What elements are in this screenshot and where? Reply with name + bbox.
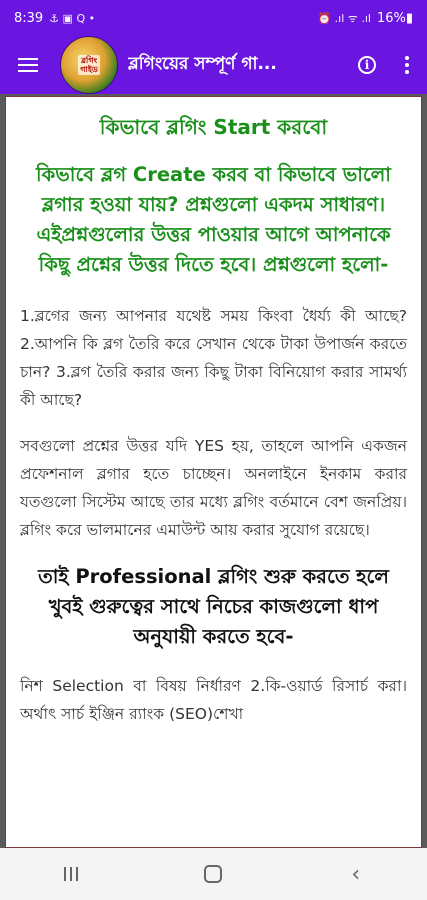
notification-icons: ⚓ ▣ Q • — [49, 11, 96, 25]
overflow-menu-button[interactable] — [387, 36, 427, 94]
article-content[interactable] — [5, 96, 422, 848]
logo-text: ব্লগিং গাইড — [80, 56, 98, 74]
section-subheading: তাই Professional ব্লগিং শুরু করতে হলে খুবই গুরুত্বের সাথে নিচের কাজগুলো ধাপ অনুযায়ী করতে হবে- — [38, 565, 389, 648]
status-time: 8:39 — [14, 10, 44, 26]
article-question: কিভাবে ব্লগ Create করব বা কিভাবে ভালো ব্লগার হওয়া যায়? প্রশ্নগুলো একদম সাধারণ। এইপ্রশ্নগুলোর উত্তর পাওয়ার আগে আপনাকে কিছু প্রশ্নের উত্তর দিতে হবে। প্রশ্নগুলো হলো- — [36, 163, 391, 276]
menu-button[interactable] — [0, 36, 56, 94]
paragraph-answer: সবগুলো প্রশ্নের উত্তর যদি YES হয়, তাহলে আপনি একজন প্রফেশনাল ব্লগার হতে চাচ্ছেন। অনলাইনে ইনকাম করার যতগুলো সিস্টেম আছে তার মধ্যে ব্লগিং বর্তমানে বেশ জনপ্রিয়। ব্লগিং করে ভালমানের এমাউন্ট আয় করার সুযোগ রয়েছে। — [20, 437, 407, 539]
home-button[interactable] — [183, 854, 243, 894]
article-title: কিভাবে ব্লগিং Start করবো — [99, 115, 328, 139]
app-bar — [0, 36, 427, 94]
info-button[interactable] — [347, 36, 387, 94]
info-icon: i — [358, 56, 376, 74]
back-button[interactable] — [326, 854, 386, 894]
back-icon: ‹ — [351, 861, 361, 887]
app-logo — [60, 36, 118, 94]
more-vert-icon — [405, 56, 409, 74]
status-bar — [0, 0, 427, 36]
app-title: ব্লগিংয়ের সম্পূর্ণ গা... — [128, 54, 277, 74]
hamburger-icon — [18, 58, 38, 72]
paragraph-steps: নিশ Selection বা বিষয় নির্ধারণ 2.কি-ওয়ার্ড রিসার্চ করা। অর্থাৎ সার্চ ইঞ্জিন র‍্যাংক (SEO)শেখা — [20, 677, 407, 723]
paragraph-questions: 1.ব্লগের জন্য আপনার যথেষ্ট সময় কিংবা ধৈর্য্য কী আছে? 2.আপনি কি ব্লগ তৈরি করে সেখান থেকে টাকা উপার্জন করতে চান? 3.ব্লগ তৈরি করার জন্য কিছু টাকা বিনিয়োগ করার সামর্থ্য কী আছে? — [20, 307, 407, 409]
battery-indicator: 16%▮ — [376, 10, 413, 26]
recents-icon — [64, 867, 78, 881]
recents-button[interactable] — [41, 854, 101, 894]
home-icon — [204, 865, 222, 883]
status-left — [14, 11, 95, 26]
signal-icons: ⏰ .ıl ᯤ .ıl — [317, 11, 371, 25]
system-nav-bar — [0, 848, 427, 900]
status-right — [317, 11, 413, 26]
